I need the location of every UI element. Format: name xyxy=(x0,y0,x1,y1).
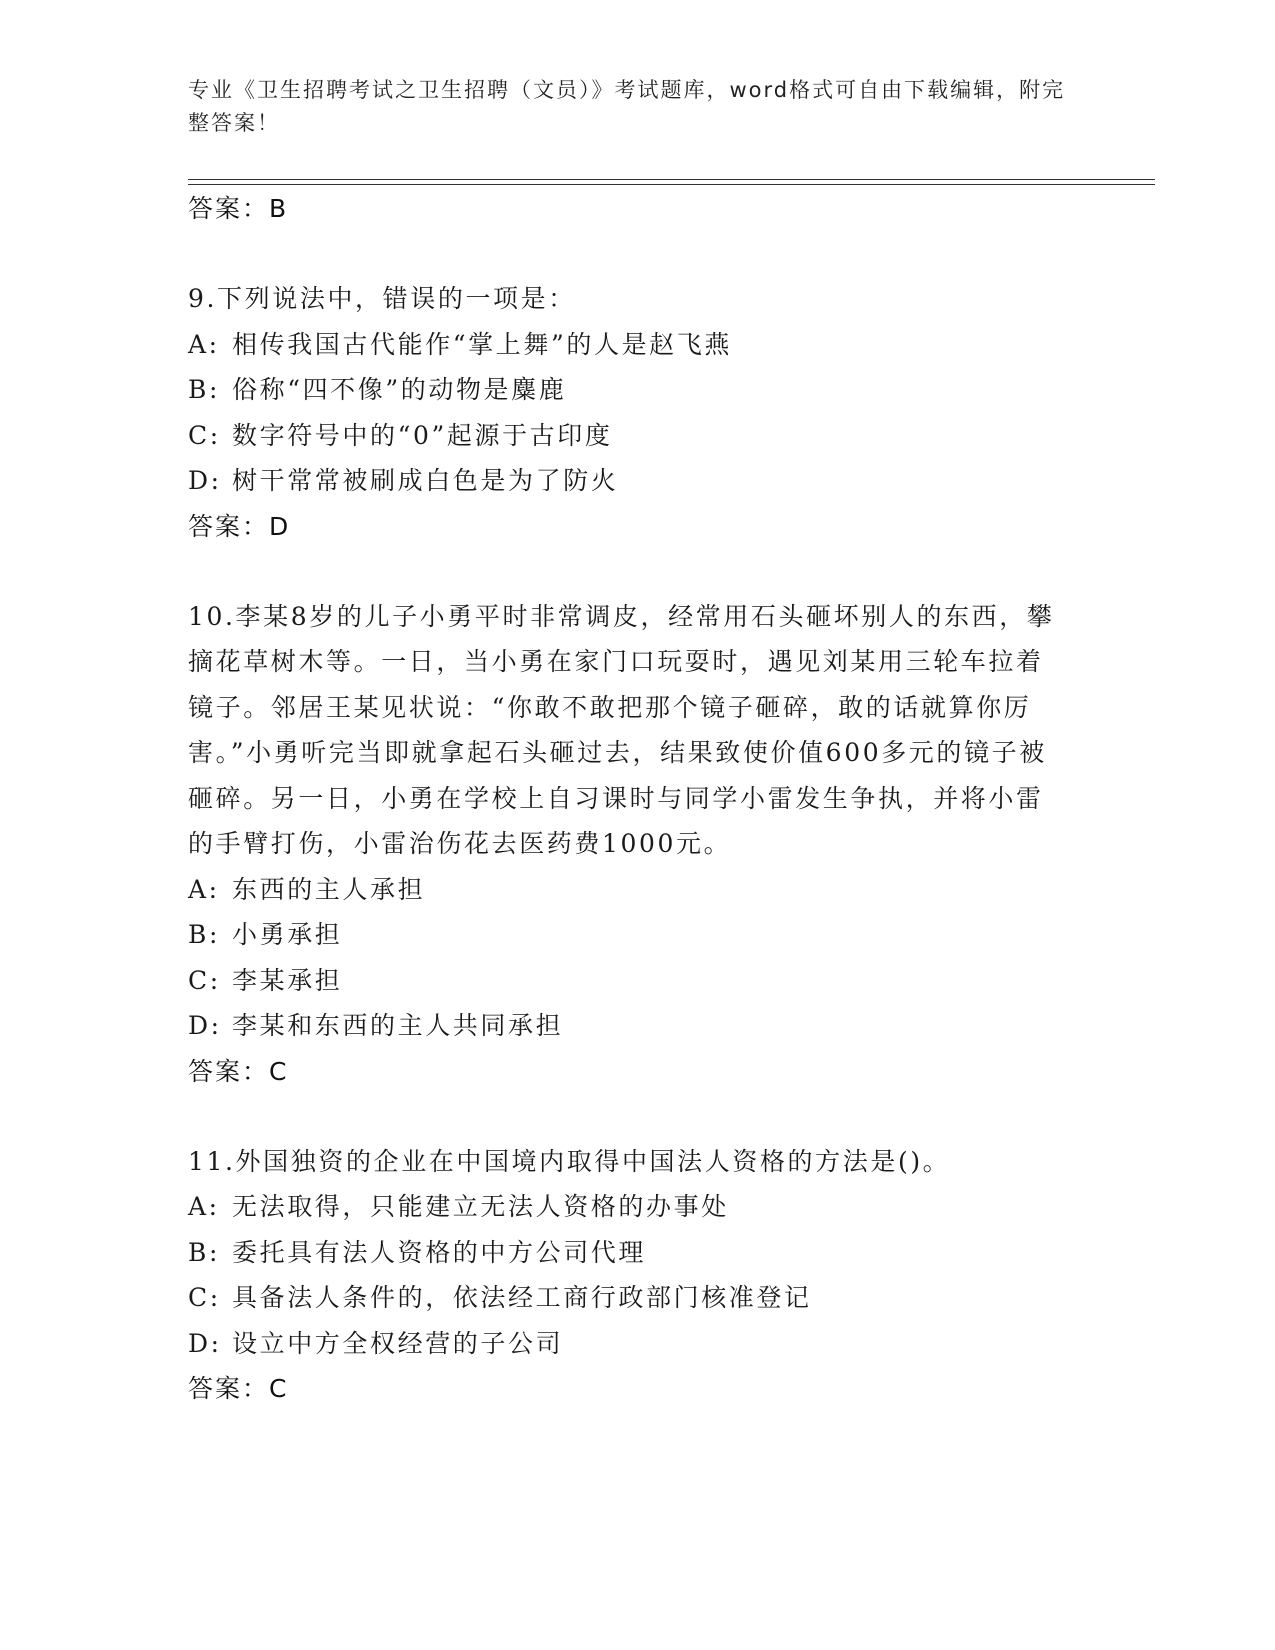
option-text: 设立中方全权经营的子公司 xyxy=(232,1328,564,1358)
spacer xyxy=(188,1094,1068,1139)
option-key: A: xyxy=(188,329,220,359)
option-text: 委托具有法人资格的中方公司代理 xyxy=(232,1237,647,1267)
option-text: 相传我国古代能作“掌上舞”的人是赵飞燕 xyxy=(232,329,732,359)
option-text: 东西的主人承担 xyxy=(232,874,426,904)
question-block xyxy=(188,276,1068,549)
option-c xyxy=(188,1275,1068,1321)
spacer xyxy=(188,549,1068,594)
question-text: 10.李某8岁的儿子小勇平时非常调皮，经常用石头砸坏别人的东西，攀摘花草树木等。一日，当小勇在家门口玩耍时，遇见刘某用三轮车拉着镜子。邻居王某见状说：“你敢不敢把那个镜子砸碎，敢的话就算你厉害。”小勇听完当即就拿起石头砸过去，结果致使价值600多元的镜子被砸碎。另一日，小勇在学校上自习课时与同学小雷发生争执，并将小雷的手臂打伤，小雷治伤花去医药费1000元。 xyxy=(188,601,1055,858)
option-text: 小勇承担 xyxy=(232,920,343,949)
question-block xyxy=(188,594,1068,1094)
option-text: 无法取得，只能建立无法人资格的办事处 xyxy=(232,1192,729,1221)
option-text: 李某和东西的主人共同承担 xyxy=(232,1011,564,1040)
answer-line: 答案：B xyxy=(188,194,289,223)
option-a xyxy=(188,867,1068,913)
page-header: 专业《卫生招聘考试之卫生招聘（文员）》考试题库，word格式可自由下载编辑，附完整答案！ xyxy=(188,78,1066,135)
option-text: 树干常常被刷成白色是为了防火 xyxy=(232,466,619,495)
option-key: C: xyxy=(188,1283,221,1312)
header-rule-bottom xyxy=(188,184,1155,185)
option-text: 俗称“四不像”的动物是麋鹿 xyxy=(232,375,567,404)
option-c xyxy=(188,958,1068,1004)
option-key: D: xyxy=(188,1328,222,1358)
option-b xyxy=(188,367,1068,413)
option-key: B: xyxy=(188,1237,220,1267)
header-rule-top xyxy=(188,179,1155,180)
option-key: B: xyxy=(188,375,220,404)
question-text: 9.下列说法中，错误的一项是： xyxy=(188,284,576,313)
option-c xyxy=(188,413,1068,459)
question-list xyxy=(188,186,1068,1411)
option-b xyxy=(188,912,1068,958)
option-key: C: xyxy=(188,420,221,450)
option-a xyxy=(188,322,1068,368)
option-a xyxy=(188,1184,1068,1230)
option-key: D: xyxy=(188,466,222,495)
option-key: A: xyxy=(188,1192,220,1221)
question-text: 11.外国独资的企业在中国境内取得中国法人资格的方法是()。 xyxy=(188,1146,951,1176)
option-d xyxy=(188,1003,1068,1049)
option-d xyxy=(188,458,1068,504)
option-key: B: xyxy=(188,920,220,949)
option-d xyxy=(188,1321,1068,1367)
option-text: 数字符号中的“0”起源于古印度 xyxy=(232,420,613,450)
option-b xyxy=(188,1230,1068,1276)
option-text: 具备法人条件的，依法经工商行政部门核准登记 xyxy=(232,1283,812,1312)
option-key: D: xyxy=(188,1011,222,1040)
option-key: C: xyxy=(188,965,221,995)
answer-line: 答案：C xyxy=(188,1056,289,1086)
answer-line: 答案：D xyxy=(188,511,291,541)
spacer xyxy=(188,231,1068,276)
option-key: A: xyxy=(188,874,220,904)
answer-line: 答案：C xyxy=(188,1374,289,1403)
option-text: 李某承担 xyxy=(232,965,343,995)
question-block xyxy=(188,1139,1068,1412)
